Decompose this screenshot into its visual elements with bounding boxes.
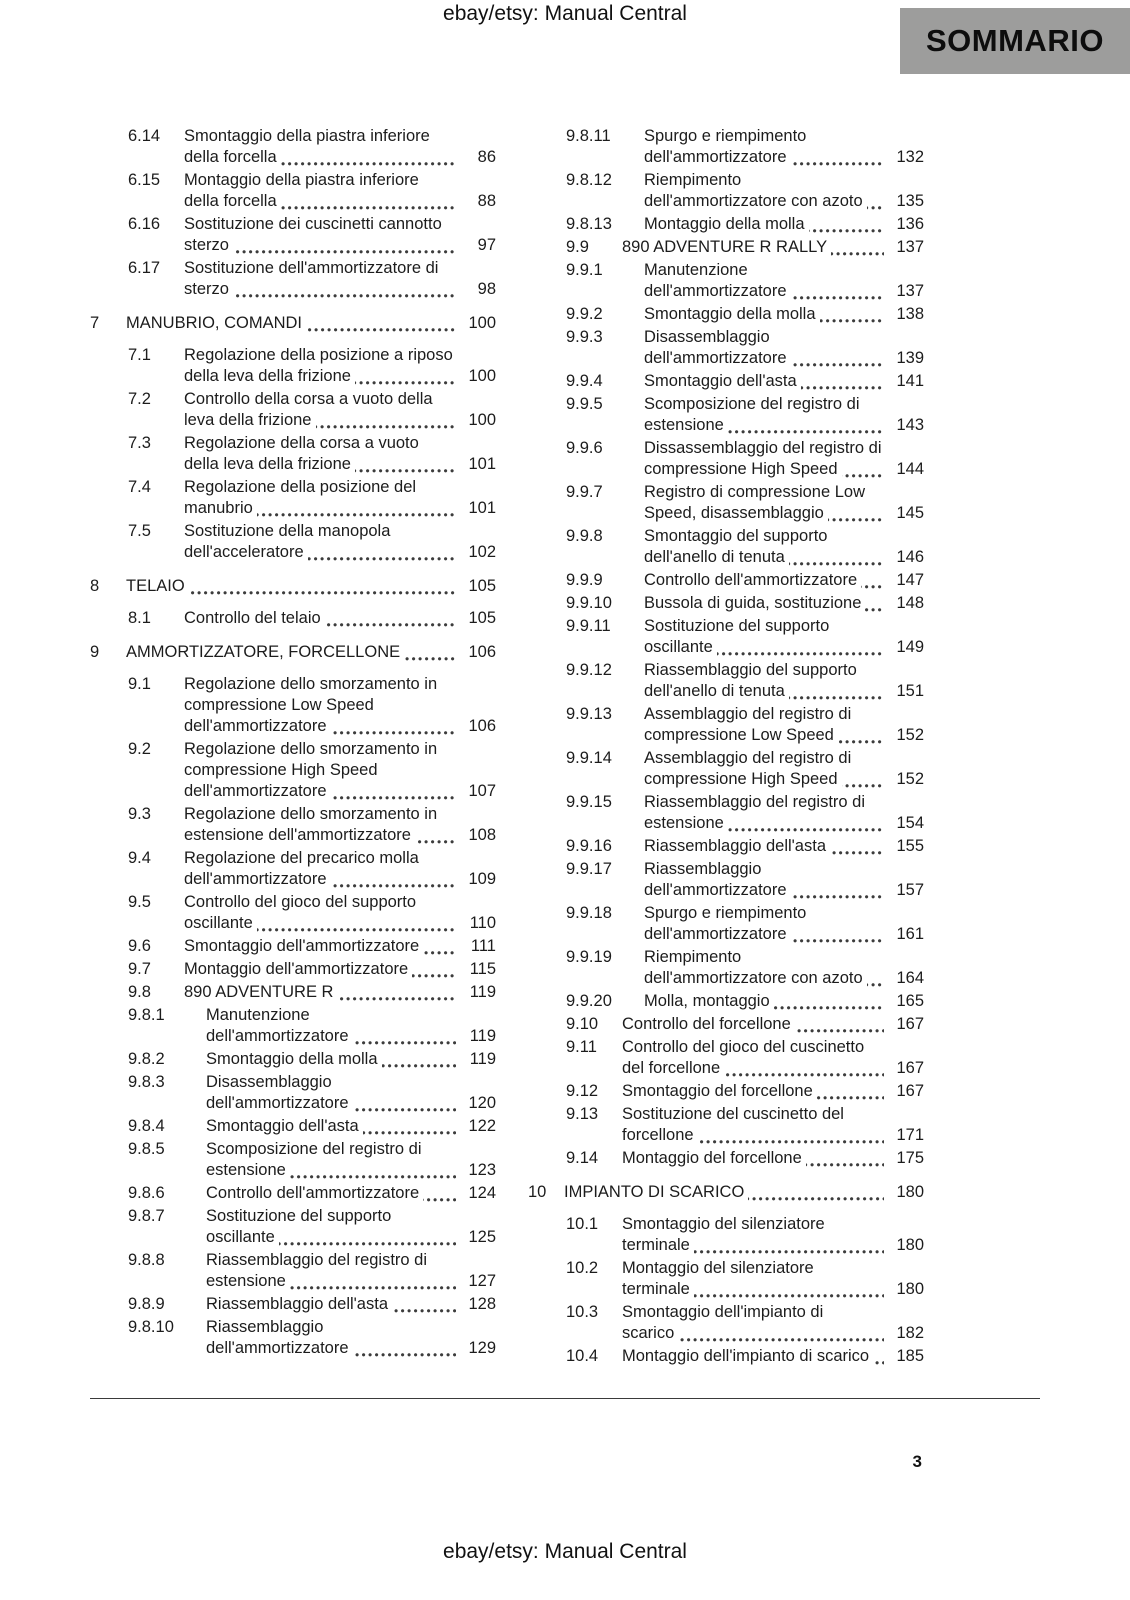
toc-entry-title: Smontaggio del supporto dell'anello di tenuta xyxy=(644,526,884,568)
toc-entry[interactable] xyxy=(528,1346,924,1367)
toc-entry[interactable] xyxy=(90,959,496,980)
toc-entry-title: Smontaggio della molla xyxy=(644,304,884,325)
toc-entry-title: Assemblaggio del registro di compressione High Speed xyxy=(644,748,884,790)
toc-entry[interactable] xyxy=(528,214,924,235)
toc-entry-number: 9.8 xyxy=(128,983,151,1001)
toc-entry-page: 165 xyxy=(884,991,924,1012)
toc-entry[interactable] xyxy=(528,616,924,658)
toc-entry-title: Riassemblaggio del supporto dell'anello di tenuta xyxy=(644,660,884,702)
toc-entry[interactable] xyxy=(528,660,924,702)
toc-entry-page: 120 xyxy=(456,1093,496,1114)
toc-entry-title: Controllo dell'ammortizzatore xyxy=(206,1183,456,1204)
toc-entry[interactable] xyxy=(528,903,924,945)
toc-entry-number: 10.4 xyxy=(566,1347,599,1365)
toc-entry-page: 146 xyxy=(884,547,924,568)
toc-entry-title: Smontaggio del silenziatore terminale xyxy=(622,1214,884,1256)
toc-entry-title: Montaggio del silenziatore terminale xyxy=(622,1258,884,1300)
toc-entry-title: Riassemblaggio del registro di estensione xyxy=(644,792,884,834)
toc-entry-number: 9.9.20 xyxy=(566,992,612,1010)
toc-entry-number: 9 xyxy=(90,643,100,661)
toc-entry-number: 9.9 xyxy=(566,238,589,256)
toc-entry-page: 132 xyxy=(884,147,924,168)
toc-entry-page: 86 xyxy=(456,147,496,168)
toc-entry[interactable] xyxy=(528,1104,924,1146)
toc-entry[interactable] xyxy=(528,126,924,168)
toc-entry-number: 9.8.8 xyxy=(128,1251,165,1269)
toc-entry-title: Sostituzione del supporto oscillante xyxy=(206,1206,456,1248)
toc-entry-number: 10.3 xyxy=(566,1303,599,1321)
toc-entry-page: 141 xyxy=(884,371,924,392)
toc-entry-page: 135 xyxy=(884,191,924,212)
toc-entry[interactable] xyxy=(528,526,924,568)
toc-entry[interactable] xyxy=(528,1182,924,1203)
toc-entry-number: 10.2 xyxy=(566,1259,599,1277)
toc-entry-title: 890 ADVENTURE R RALLY xyxy=(622,237,884,258)
toc-entry-page: 107 xyxy=(456,781,496,802)
toc-entry-page: 180 xyxy=(884,1182,924,1203)
toc-entry-page: 119 xyxy=(456,1026,496,1047)
toc-entry-page: 111 xyxy=(456,936,496,957)
toc-entry-page: 164 xyxy=(884,968,924,989)
toc-entry-title: Riassemblaggio dell'asta xyxy=(644,836,884,857)
toc-entry-title: Riempimento dell'ammortizzatore con azoto xyxy=(644,947,884,989)
toc-entry-number: 9.9.10 xyxy=(566,594,612,612)
toc-entry[interactable] xyxy=(528,1037,924,1079)
toc-entry-page: 167 xyxy=(884,1058,924,1079)
toc-entry-title: Regolazione dello smorzamento in estensione dell'ammortizzatore xyxy=(184,804,456,846)
toc-entry[interactable] xyxy=(528,327,924,369)
toc-entry-page: 105 xyxy=(456,608,496,629)
toc-entry-title: Regolazione dello smorzamento in compressione Low Speed dell'ammortizzatore xyxy=(184,674,456,737)
toc-entry-title: Scomposizione del registro di estensione xyxy=(644,394,884,436)
toc-entry-number: 9.8.1 xyxy=(128,1006,165,1024)
toc-entry-page: 161 xyxy=(884,924,924,945)
toc-entry-page: 137 xyxy=(884,281,924,302)
table-of-contents xyxy=(90,126,924,1369)
toc-entry-number: 9.9.2 xyxy=(566,305,603,323)
toc-entry-number: 9.12 xyxy=(566,1082,599,1100)
toc-entry-page: 122 xyxy=(456,1116,496,1137)
toc-entry[interactable] xyxy=(528,836,924,857)
toc-entry-title: Controllo del telaio xyxy=(184,608,456,629)
toc-entry-number: 9.9.3 xyxy=(566,328,603,346)
toc-entry[interactable] xyxy=(90,642,496,663)
toc-entry-title: Smontaggio dell'impianto di scarico xyxy=(622,1302,884,1344)
toc-entry-title: Registro di compressione Low Speed, disassemblaggio xyxy=(644,482,884,524)
toc-entry[interactable] xyxy=(90,258,496,300)
page-footer-title: ebay/etsy: Manual Central xyxy=(443,1540,687,1563)
toc-entry-number: 9.3 xyxy=(128,805,151,823)
toc-entry-title: Molla, montaggio xyxy=(644,991,884,1012)
toc-entry-number: 10 xyxy=(528,1183,547,1201)
toc-entry-page: 101 xyxy=(456,454,496,475)
page-header-title: ebay/etsy: Manual Central xyxy=(443,2,687,25)
toc-entry-page: 152 xyxy=(884,769,924,790)
toc-entry[interactable] xyxy=(528,482,924,524)
toc-entry[interactable] xyxy=(528,1302,924,1344)
toc-entry[interactable] xyxy=(90,433,496,475)
toc-entry-page: 145 xyxy=(884,503,924,524)
toc-entry-number: 9.9.11 xyxy=(566,617,611,635)
toc-entry-number: 9.9.6 xyxy=(566,439,603,457)
toc-entry[interactable] xyxy=(528,1081,924,1102)
toc-entry-title: Montaggio dell'impianto di scarico xyxy=(622,1346,884,1367)
toc-entry[interactable] xyxy=(90,1049,496,1070)
toc-entry-title: IMPIANTO DI SCARICO xyxy=(564,1182,884,1203)
toc-entry-title: AMMORTIZZATORE, FORCELLONE xyxy=(126,642,456,663)
toc-entry[interactable] xyxy=(528,859,924,901)
toc-entry-page: 129 xyxy=(456,1338,496,1359)
toc-entry[interactable] xyxy=(90,936,496,957)
toc-entry-page: 185 xyxy=(884,1346,924,1367)
toc-entry-page: 100 xyxy=(456,366,496,387)
toc-entry-page: 136 xyxy=(884,214,924,235)
toc-entry-title: Sostituzione dell'ammortizzatore di sterzo xyxy=(184,258,456,300)
toc-entry-title: Montaggio della piastra inferiore della forcella xyxy=(184,170,456,212)
toc-entry-page: 101 xyxy=(456,498,496,519)
toc-entry-number: 8 xyxy=(90,577,100,595)
toc-entry-page: 124 xyxy=(456,1183,496,1204)
toc-entry-title: Spurgo e riempimento dell'ammortizzatore xyxy=(644,126,884,168)
toc-entry[interactable] xyxy=(528,1014,924,1035)
toc-entry-title: Smontaggio dell'ammortizzatore xyxy=(184,936,456,957)
toc-entry-title: Montaggio del forcellone xyxy=(622,1148,884,1169)
toc-entry[interactable] xyxy=(90,608,496,629)
toc-entry[interactable] xyxy=(90,1317,496,1359)
toc-entry-number: 8.1 xyxy=(128,609,151,627)
toc-entry[interactable] xyxy=(528,1214,924,1256)
toc-entry-page: 147 xyxy=(884,570,924,591)
toc-entry-title: Smontaggio dell'asta xyxy=(644,371,884,392)
page-number: 3 xyxy=(912,1452,922,1471)
toc-entry[interactable] xyxy=(90,1116,496,1137)
toc-entry-title: Disassemblaggio dell'ammortizzatore xyxy=(644,327,884,369)
toc-entry[interactable] xyxy=(90,1072,496,1114)
toc-entry-title: Riassemblaggio del registro di estensione xyxy=(206,1250,456,1292)
toc-entry-page: 157 xyxy=(884,880,924,901)
toc-entry-title: Controllo del forcellone xyxy=(622,1014,884,1035)
toc-entry-number: 9.11 xyxy=(566,1038,597,1056)
toc-entry-number: 9.9.17 xyxy=(566,860,612,878)
toc-entry-number: 9.13 xyxy=(566,1105,599,1123)
toc-entry-title: Disassemblaggio dell'ammortizzatore xyxy=(206,1072,456,1114)
toc-entry-title: Riempimento dell'ammortizzatore con azoto xyxy=(644,170,884,212)
toc-entry[interactable] xyxy=(90,389,496,431)
toc-entry-title: Sostituzione della manopola dell'acceleratore xyxy=(184,521,456,563)
toc-entry-page: 151 xyxy=(884,681,924,702)
toc-entry-title: Regolazione della posizione del manubrio xyxy=(184,477,456,519)
toc-entry[interactable] xyxy=(528,947,924,989)
toc-entry-number: 7.3 xyxy=(128,434,151,452)
toc-entry-title: Manutenzione dell'ammortizzatore xyxy=(206,1005,456,1047)
toc-entry[interactable] xyxy=(528,170,924,212)
toc-entry-title: Controllo della corsa a vuoto della leva della frizione xyxy=(184,389,456,431)
toc-entry-number: 7.1 xyxy=(128,346,151,364)
toc-column-left xyxy=(90,126,496,1369)
toc-entry[interactable] xyxy=(528,991,924,1012)
toc-entry[interactable] xyxy=(90,313,496,334)
toc-entry-page: 137 xyxy=(884,237,924,258)
toc-entry-title: Riassemblaggio dell'ammortizzatore xyxy=(644,859,884,901)
toc-entry-number: 6.14 xyxy=(128,127,161,145)
toc-entry-page: 109 xyxy=(456,869,496,890)
toc-entry[interactable] xyxy=(90,521,496,563)
toc-entry-page: 127 xyxy=(456,1271,496,1292)
toc-entry-title: Sostituzione del supporto oscillante xyxy=(644,616,884,658)
toc-entry-number: 6.15 xyxy=(128,171,161,189)
toc-entry-number: 9.8.4 xyxy=(128,1117,165,1135)
toc-entry-page: 154 xyxy=(884,813,924,834)
toc-entry-number: 9.9.13 xyxy=(566,705,612,723)
toc-entry-title: TELAIO xyxy=(126,576,456,597)
toc-entry-page: 106 xyxy=(456,642,496,663)
toc-entry-number: 9.9.4 xyxy=(566,372,603,390)
toc-entry[interactable] xyxy=(90,804,496,846)
toc-entry[interactable] xyxy=(90,345,496,387)
toc-entry-number: 9.9.1 xyxy=(566,261,603,279)
toc-entry-title: Smontaggio della molla xyxy=(206,1049,456,1070)
toc-entry-page: 180 xyxy=(884,1235,924,1256)
sommario-banner-label: SOMMARIO xyxy=(926,23,1104,58)
toc-entry[interactable] xyxy=(90,892,496,934)
toc-entry-page: 98 xyxy=(456,279,496,300)
toc-entry-number: 9.8.6 xyxy=(128,1184,165,1202)
toc-entry[interactable] xyxy=(528,260,924,302)
toc-entry-title: Spurgo e riempimento dell'ammortizzatore xyxy=(644,903,884,945)
toc-entry-number: 10.1 xyxy=(566,1215,599,1233)
toc-entry-number: 9.8.2 xyxy=(128,1050,165,1068)
toc-entry-page: 115 xyxy=(456,959,496,980)
toc-entry-page: 125 xyxy=(456,1227,496,1248)
toc-entry-page: 119 xyxy=(456,982,496,1003)
toc-entry-number: 7 xyxy=(90,314,100,332)
toc-entry-number: 9.8.9 xyxy=(128,1295,165,1313)
toc-entry[interactable] xyxy=(90,126,496,168)
toc-entry-number: 9.9.18 xyxy=(566,904,612,922)
toc-entry-page: 149 xyxy=(884,637,924,658)
toc-entry-number: 9.9.14 xyxy=(566,749,612,767)
toc-entry-number: 9.4 xyxy=(128,849,151,867)
toc-entry-number: 9.8.7 xyxy=(128,1207,165,1225)
toc-entry-number: 6.16 xyxy=(128,215,161,233)
toc-entry-page: 167 xyxy=(884,1014,924,1035)
toc-entry-page: 139 xyxy=(884,348,924,369)
toc-entry-title: Smontaggio dell'asta xyxy=(206,1116,456,1137)
toc-entry-number: 9.9.15 xyxy=(566,793,612,811)
toc-entry[interactable] xyxy=(528,792,924,834)
toc-entry-page: 182 xyxy=(884,1323,924,1344)
toc-entry-title: Dissassemblaggio del registro di compressione High Speed xyxy=(644,438,884,480)
toc-entry-title: Controllo dell'ammortizzatore xyxy=(644,570,884,591)
toc-entry-number: 9.10 xyxy=(566,1015,599,1033)
toc-entry-number: 9.8.12 xyxy=(566,171,612,189)
toc-entry-number: 9.9.16 xyxy=(566,837,612,855)
toc-entry[interactable] xyxy=(528,570,924,591)
toc-entry-number: 9.14 xyxy=(566,1149,599,1167)
toc-entry-number: 7.2 xyxy=(128,390,151,408)
toc-entry[interactable] xyxy=(528,1258,924,1300)
toc-entry-page: 119 xyxy=(456,1049,496,1070)
toc-entry[interactable] xyxy=(528,1148,924,1169)
toc-entry-number: 6.17 xyxy=(128,259,161,277)
toc-entry-number: 9.8.10 xyxy=(128,1318,174,1336)
toc-entry[interactable] xyxy=(90,739,496,802)
toc-entry-title: MANUBRIO, COMANDI xyxy=(126,313,456,334)
toc-entry-page: 88 xyxy=(456,191,496,212)
toc-entry[interactable] xyxy=(90,1294,496,1315)
toc-entry-page: 102 xyxy=(456,542,496,563)
toc-entry-title: Regolazione della posizione a riposo della leva della frizione xyxy=(184,345,456,387)
toc-entry-number: 9.6 xyxy=(128,937,151,955)
toc-entry[interactable] xyxy=(528,438,924,480)
toc-entry-number: 9.9.19 xyxy=(566,948,612,966)
toc-entry-number: 9.9.9 xyxy=(566,571,603,589)
toc-entry[interactable] xyxy=(528,237,924,258)
toc-entry-number: 9.5 xyxy=(128,893,151,911)
toc-entry-number: 9.8.11 xyxy=(566,127,611,145)
footer-divider xyxy=(90,1398,1040,1399)
toc-entry[interactable] xyxy=(90,1005,496,1047)
toc-entry-number: 9.1 xyxy=(128,675,151,693)
toc-entry-page: 143 xyxy=(884,415,924,436)
toc-entry-title: Sostituzione dei cuscinetti cannotto sterzo xyxy=(184,214,456,256)
toc-entry-number: 9.8.13 xyxy=(566,215,612,233)
toc-entry-title: Riassemblaggio dell'asta xyxy=(206,1294,456,1315)
toc-entry-page: 180 xyxy=(884,1279,924,1300)
toc-entry-title: Montaggio dell'ammortizzatore xyxy=(184,959,456,980)
toc-entry-title: Controllo del gioco del cuscinetto del forcellone xyxy=(622,1037,884,1079)
toc-entry-number: 9.9.8 xyxy=(566,527,603,545)
toc-entry-title: Sostituzione del cuscinetto del forcellone xyxy=(622,1104,884,1146)
toc-entry-title: 890 ADVENTURE R xyxy=(184,982,456,1003)
toc-entry-title: Smontaggio del forcellone xyxy=(622,1081,884,1102)
toc-entry-page: 110 xyxy=(456,913,496,934)
toc-entry[interactable] xyxy=(90,477,496,519)
toc-entry[interactable] xyxy=(90,1183,496,1204)
toc-entry-page: 148 xyxy=(884,593,924,614)
sommario-banner xyxy=(900,8,1130,74)
toc-entry-page: 105 xyxy=(456,576,496,597)
toc-entry-number: 9.2 xyxy=(128,740,151,758)
toc-entry-title: Riassemblaggio dell'ammortizzatore xyxy=(206,1317,456,1359)
toc-entry-title: Assemblaggio del registro di compressione Low Speed xyxy=(644,704,884,746)
toc-entry[interactable] xyxy=(528,593,924,614)
toc-entry-page: 100 xyxy=(456,410,496,431)
toc-entry[interactable] xyxy=(90,1206,496,1248)
toc-entry-number: 9.9.5 xyxy=(566,395,603,413)
toc-entry[interactable] xyxy=(528,748,924,790)
toc-entry-title: Regolazione della corsa a vuoto della leva della frizione xyxy=(184,433,456,475)
toc-entry-page: 171 xyxy=(884,1125,924,1146)
toc-entry[interactable] xyxy=(528,704,924,746)
toc-entry[interactable] xyxy=(90,214,496,256)
toc-entry[interactable] xyxy=(90,848,496,890)
toc-entry-page: 155 xyxy=(884,836,924,857)
toc-entry[interactable] xyxy=(528,371,924,392)
toc-entry[interactable] xyxy=(528,304,924,325)
toc-entry-number: 9.9.7 xyxy=(566,483,603,501)
toc-entry-page: 106 xyxy=(456,716,496,737)
toc-entry-title: Regolazione del precarico molla dell'ammortizzatore xyxy=(184,848,456,890)
toc-entry-title: Montaggio della molla xyxy=(644,214,884,235)
toc-column-right xyxy=(528,126,924,1369)
toc-entry-number: 7.5 xyxy=(128,522,151,540)
toc-entry-number: 9.8.5 xyxy=(128,1140,165,1158)
toc-entry-number: 7.4 xyxy=(128,478,151,496)
toc-entry-page: 108 xyxy=(456,825,496,846)
toc-entry-number: 9.8.3 xyxy=(128,1073,165,1091)
toc-entry[interactable] xyxy=(90,1139,496,1181)
toc-entry[interactable] xyxy=(90,170,496,212)
toc-entry-page: 100 xyxy=(456,313,496,334)
toc-entry-page: 128 xyxy=(456,1294,496,1315)
toc-entry-title: Manutenzione dell'ammortizzatore xyxy=(644,260,884,302)
toc-entry[interactable] xyxy=(90,576,496,597)
toc-entry-page: 138 xyxy=(884,304,924,325)
toc-entry[interactable] xyxy=(90,982,496,1003)
toc-entry-title: Bussola di guida, sostituzione xyxy=(644,593,884,614)
toc-entry-number: 9.7 xyxy=(128,960,151,978)
toc-entry-title: Scomposizione del registro di estensione xyxy=(206,1139,456,1181)
toc-entry-title: Regolazione dello smorzamento in compressione High Speed dell'ammortizzatore xyxy=(184,739,456,802)
toc-entry[interactable] xyxy=(528,394,924,436)
toc-entry-page: 175 xyxy=(884,1148,924,1169)
toc-entry[interactable] xyxy=(90,1250,496,1292)
toc-entry-page: 123 xyxy=(456,1160,496,1181)
toc-entry-page: 144 xyxy=(884,459,924,480)
toc-entry-title: Smontaggio della piastra inferiore della forcella xyxy=(184,126,456,168)
toc-entry-page: 97 xyxy=(456,235,496,256)
toc-entry-page: 152 xyxy=(884,725,924,746)
toc-entry[interactable] xyxy=(90,674,496,737)
toc-entry-title: Controllo del gioco del supporto oscillante xyxy=(184,892,456,934)
toc-entry-page: 167 xyxy=(884,1081,924,1102)
toc-entry-number: 9.9.12 xyxy=(566,661,612,679)
